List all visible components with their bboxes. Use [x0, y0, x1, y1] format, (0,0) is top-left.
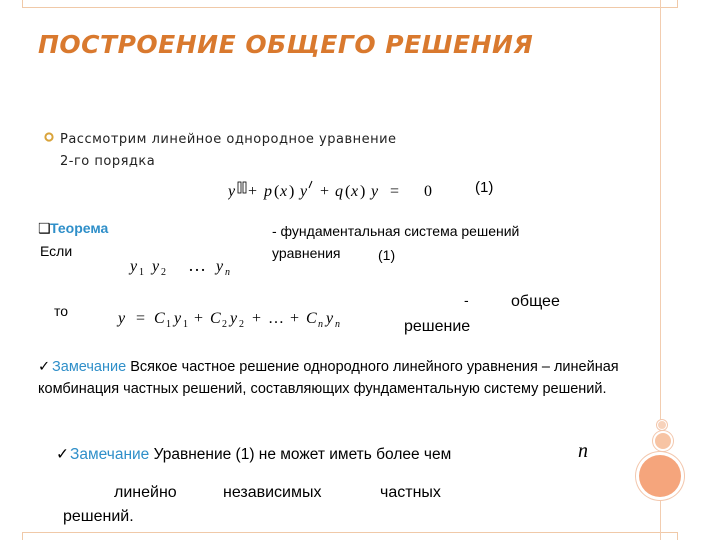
remark-2-label: Замечание — [70, 446, 150, 463]
theorem-if: Если — [40, 243, 73, 259]
eq1-plus1: + — [248, 183, 258, 200]
intro-paragraph — [60, 129, 397, 173]
intro-line-1: Рассмотрим линейное однородное уравнение — [60, 132, 397, 147]
general-solution-formula — [116, 303, 386, 333]
eq1-p: p — [264, 183, 272, 200]
gs-y: y — [118, 310, 126, 327]
eq1-paren-close-2: ) — [360, 183, 366, 200]
remark-2 — [56, 444, 596, 466]
solution-word: решение — [404, 318, 471, 335]
gs-plus2: + — [252, 310, 262, 327]
intro-line-2: 2-го порядка — [60, 154, 156, 169]
gs-C2-sub: 2 — [222, 319, 227, 330]
gs-dots: … — [268, 310, 284, 327]
general-dash: - — [464, 292, 469, 308]
eq1-y3: y — [371, 183, 379, 200]
gs-C1-sub: 1 — [166, 319, 171, 330]
eq1-x2: x — [351, 183, 359, 200]
theorem-label: Теорема — [50, 220, 109, 236]
word-particular: частных — [380, 484, 441, 501]
eq1-paren-open-2: ( — [345, 183, 351, 200]
equation-number-1: (1) — [475, 179, 494, 196]
checkmark-icon: ✓ — [56, 446, 69, 463]
eq1-x1: x — [280, 183, 288, 200]
gs-y1: y — [174, 310, 182, 327]
gs-C1: C — [154, 310, 165, 327]
remark-1-text: Всякое частное решение однородного линейного уравнения – линейная комбинация частных решений, составляющих фундаментальную систему решений. — [38, 359, 619, 397]
decorative-small-circle — [657, 420, 667, 430]
ylist-sub1: 1 — [139, 267, 144, 278]
gs-Cn-sub: n — [318, 319, 323, 330]
remark-2-text: Уравнение (1) не может иметь более чем — [149, 446, 452, 463]
slide-title: ПОСТРОЕНИЕ ОБЩЕГО РЕШЕНИЯ — [38, 30, 534, 59]
eq1-paren-open-1: ( — [274, 183, 280, 200]
ylist-y1: y — [130, 258, 138, 275]
fs-line-1: - фундаментальная система решений — [272, 223, 520, 239]
ylist-yn: y — [216, 258, 224, 275]
general-word: общее — [511, 293, 560, 310]
solution-list — [128, 253, 258, 281]
gs-plus3: + — [290, 310, 300, 327]
eq1-q: q — [335, 183, 343, 200]
gs-yn-sub: n — [335, 319, 340, 330]
gs-y2-sub: 2 — [239, 319, 244, 330]
gs-plus1: + — [194, 310, 204, 327]
theorem-then: то — [54, 303, 69, 319]
eq1-y1: y — [228, 183, 236, 200]
gs-yn: y — [326, 310, 334, 327]
ylist-dots: … — [188, 255, 206, 275]
decorative-medium-circle — [653, 431, 673, 451]
equation-reference: (1) — [378, 247, 396, 263]
remark-2-n: n — [578, 440, 588, 462]
eq1-equals: = — [390, 183, 400, 200]
eq1-plus2: + — [320, 183, 330, 200]
prime-icon — [309, 181, 312, 188]
fundamental-system-text — [272, 220, 612, 264]
gs-Cn: C — [306, 310, 317, 327]
remark-1 — [38, 356, 628, 400]
ylist-subn: n — [225, 267, 230, 278]
gs-C2: C — [210, 310, 221, 327]
eq1-zero: 0 — [424, 183, 432, 200]
gs-y1-sub: 1 — [183, 319, 188, 330]
ylist-y2: y — [152, 258, 160, 275]
word-lineino: линейно — [114, 484, 177, 501]
gs-y2: y — [230, 310, 238, 327]
eq1-paren-close-1: ) — [289, 183, 295, 200]
checkmark-icon: ✓ — [38, 359, 51, 375]
fs-line-2: уравнения — [272, 245, 341, 261]
decorative-large-circle — [639, 455, 681, 497]
word-solutions: решений. — [63, 508, 134, 525]
theorem-check-icon: ❑ — [38, 220, 51, 236]
double-prime-icon — [238, 182, 246, 193]
ylist-sub2: 2 — [161, 267, 166, 278]
gs-equals: = — [136, 310, 146, 327]
word-independent: независимых — [223, 484, 322, 501]
slide-frame-top — [22, 0, 678, 8]
remark-1-label: Замечание — [52, 359, 127, 375]
eq1-y2: y — [300, 183, 308, 200]
ring-bullet-icon — [44, 132, 54, 142]
ode-equation — [228, 176, 468, 206]
slide-frame-bottom — [22, 532, 678, 540]
